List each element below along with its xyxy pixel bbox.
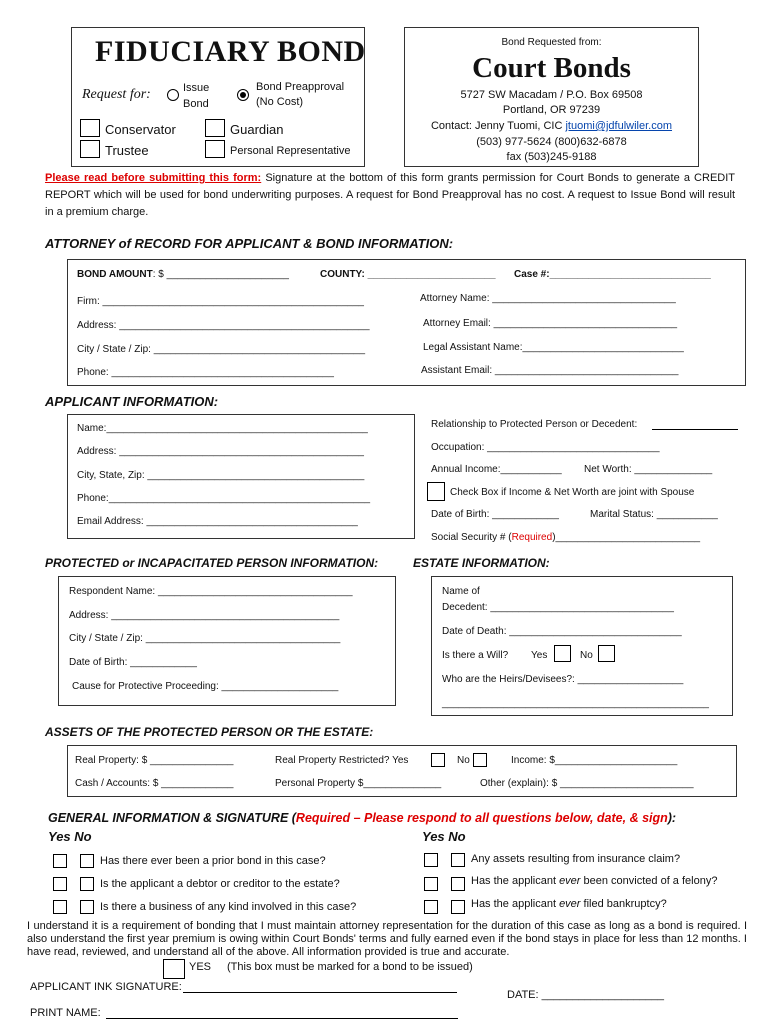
guardian-label: Guardian <box>230 122 284 137</box>
q6-label: Has the applicant ever filed bankruptcy? <box>471 898 667 910</box>
attorney-heading: ATTORNEY of RECORD FOR APPLICANT & BOND INFORMATION: <box>45 236 454 251</box>
yes-no-header-right: Yes No <box>422 829 466 844</box>
joint-spouse-label: Check Box if Income & Net Worth are joint with Spouse <box>450 487 695 498</box>
ssn-field[interactable] <box>431 532 700 543</box>
applicant-heading: APPLICANT INFORMATION: <box>45 394 219 409</box>
bond-amount-blank: : $ ______________________ <box>152 269 289 280</box>
income-field[interactable]: Income: $______________________ <box>511 755 678 766</box>
checkbox-joint-spouse[interactable] <box>427 482 445 501</box>
contact-name: Contact: Jenny Tuomi, CIC <box>430 120 566 132</box>
notice-lead: Please read before submitting this form: <box>45 172 262 184</box>
company-fax: fax (503)245-9188 <box>506 151 597 163</box>
relationship-field[interactable] <box>431 419 637 430</box>
q2-no-checkbox[interactable] <box>80 877 94 891</box>
company-contact <box>404 120 699 132</box>
signature-label: APPLICANT INK SIGNATURE: <box>30 981 182 993</box>
checkbox-conservator[interactable] <box>80 119 100 137</box>
radio-issue-bond[interactable] <box>167 89 179 101</box>
ssn-label-suffix: )__________________________ <box>552 532 701 543</box>
q6-yes-checkbox[interactable] <box>424 900 438 914</box>
personal-property-field[interactable]: Personal Property $______________ <box>275 778 442 789</box>
applicant-phone-field[interactable]: Phone:_______________________________________________ <box>77 493 371 504</box>
applicant-name-field[interactable]: Name:_______________________________________________ <box>77 423 368 434</box>
general-heading-required: Required – Please respond to all questions below, date, & sign <box>295 811 668 825</box>
estate-heading: ESTATE INFORMATION: <box>413 556 550 570</box>
attorney-address-field[interactable]: Address: _____________________________________________ <box>77 320 370 331</box>
checkbox-will-no[interactable] <box>598 645 615 662</box>
company-name: Court Bonds <box>472 52 631 84</box>
will-yes-label: Yes <box>531 650 548 661</box>
protected-address-field[interactable]: Address: _________________________________________ <box>69 610 340 621</box>
legal-assistant-field[interactable]: Legal Assistant Name:_____________________________ <box>423 342 684 353</box>
protected-heading: PROTECTED or INCAPACITATED PERSON INFORMATION: <box>45 556 379 570</box>
decedent-label-1: Name of <box>442 586 480 597</box>
notice-paragraph <box>45 170 735 221</box>
company-address: 5727 SW Macadam / P.O. Box 69508 <box>460 89 643 101</box>
q1-no-checkbox[interactable] <box>80 854 94 868</box>
trustee-label: Trustee <box>105 143 149 158</box>
company-city: Portland, OR 97239 <box>502 104 601 116</box>
conservator-label: Conservator <box>105 122 176 137</box>
q4-label: Any assets resulting from insurance claim? <box>471 853 681 865</box>
checkbox-trustee[interactable] <box>80 140 100 158</box>
firm-field[interactable]: Firm: _______________________________________________ <box>77 296 364 307</box>
marital-status-field[interactable]: Marital Status: ___________ <box>590 509 718 520</box>
personal-representative-label: Personal Representative <box>230 145 351 157</box>
q1-yes-checkbox[interactable] <box>53 854 67 868</box>
requested-from-label: Bond Requested from: <box>501 37 602 48</box>
radio-issue-label-2: Bond <box>183 98 209 110</box>
acknowledgement-note: (This box must be marked for a bond to be issued) <box>227 961 473 973</box>
ssn-required: Required <box>511 532 553 543</box>
q3-label: Is there a business of any kind involved in this case? <box>100 901 357 913</box>
yes-no-header-left: Yes No <box>48 829 92 844</box>
heirs-field[interactable]: Who are the Heirs/Devisees?: ___________________ <box>442 674 684 685</box>
bond-amount-field[interactable] <box>77 269 289 280</box>
other-assets-field[interactable]: Other (explain): $ ________________________ <box>480 778 694 789</box>
applicant-dob-field[interactable]: Date of Birth: ____________ <box>431 509 559 520</box>
estate-box <box>431 576 733 716</box>
print-name-line[interactable] <box>106 1018 458 1019</box>
relationship-label: Relationship to Protected Person or Decedent: <box>431 419 638 430</box>
general-heading <box>48 811 676 825</box>
q3-no-checkbox[interactable] <box>80 900 94 914</box>
q6-no-checkbox[interactable] <box>451 900 465 914</box>
q2-yes-checkbox[interactable] <box>53 877 67 891</box>
radio-preapproval-label-2: (No Cost) <box>256 96 304 108</box>
assets-box <box>67 745 737 797</box>
annual-income-field[interactable]: Annual Income:___________ <box>431 464 562 475</box>
radio-bond-preapproval[interactable] <box>237 89 249 101</box>
acknowledgement-yes-label: YES <box>189 961 212 973</box>
general-heading-prefix: GENERAL INFORMATION & SIGNATURE ( <box>48 811 296 825</box>
case-number-field[interactable]: Case #:_____________________________ <box>514 269 711 280</box>
q5-label: Has the applicant ever been convicted of a felony? <box>471 875 718 887</box>
respondent-name-field[interactable]: Respondent Name: ___________________________________ <box>69 586 353 597</box>
date-of-death-field[interactable]: Date of Death: _______________________________ <box>442 626 682 637</box>
real-property-field[interactable]: Real Property: $ _______________ <box>75 755 234 766</box>
ssn-label-prefix: Social Security # ( <box>431 532 512 543</box>
request-for-label: Request for: <box>82 87 151 102</box>
checkbox-restricted-no[interactable] <box>473 753 487 767</box>
county-field[interactable]: COUNTY: _______________________ <box>320 269 496 280</box>
occupation-field[interactable]: Occupation: _______________________________ <box>431 442 660 453</box>
print-name-label: PRINT NAME: <box>30 1007 101 1019</box>
signature-line[interactable] <box>183 992 457 993</box>
date-field[interactable]: DATE: ____________________ <box>507 989 664 1001</box>
company-phones: (503) 977-5624 (800)632-6878 <box>476 136 627 148</box>
radio-issue-label-1: Issue <box>183 82 210 94</box>
q4-no-checkbox[interactable] <box>451 853 465 867</box>
checkbox-restricted-yes[interactable] <box>431 753 445 767</box>
radio-preapproval-label-1: Bond Preapproval <box>256 81 345 93</box>
notice-body: Signature at the bottom of this form grants permission for Court Bonds to generate a CREDIT REPORT which will be used for bond underwriting purposes. A request for Bond Preapproval has no cost. A request to Issue Bond will result in a premium charge. <box>45 172 736 218</box>
decedent-name-field[interactable]: Decedent: _________________________________ <box>442 602 674 613</box>
heirs-line[interactable]: ________________________________________________ <box>442 698 709 709</box>
real-property-restricted-label: Real Property Restricted? Yes <box>275 755 409 766</box>
assets-heading: ASSETS OF THE PROTECTED PERSON OR THE ESTATE: <box>45 725 374 739</box>
will-label: Is there a Will? <box>442 650 509 661</box>
acknowledgement-paragraph: I understand it is a requirement of bonding that I must maintain attorney representation for the duration of this case as long as a bond is required. I also understand the first year premium is owing within Court Bonds' terms and fully earned even if the bond stays in place for less than 12 months. I have read, reviewed, and understand all of the above. All information provided is true and accurate. <box>27 920 747 958</box>
checkbox-guardian[interactable] <box>205 119 225 137</box>
q2-label: Is the applicant a debtor or creditor to the estate? <box>100 878 340 890</box>
acknowledgement-yes-checkbox[interactable] <box>163 959 185 979</box>
assistant-email-field[interactable]: Assistant Email: _________________________________ <box>421 365 679 376</box>
general-heading-suffix: ): <box>667 811 677 825</box>
q3-yes-checkbox[interactable] <box>53 900 67 914</box>
q1-label: Has there ever been a prior bond in this case? <box>100 855 326 867</box>
net-worth-field[interactable]: Net Worth: ______________ <box>584 464 713 475</box>
attorney-phone-field[interactable]: Phone: ________________________________________ <box>77 367 334 378</box>
q4-yes-checkbox[interactable] <box>424 853 438 867</box>
cause-field[interactable]: Cause for Protective Proceeding: _____________________ <box>72 681 339 692</box>
bond-amount-label: BOND AMOUNT <box>77 269 153 280</box>
form-title: FIDUCIARY BOND <box>95 35 366 68</box>
q5-yes-checkbox[interactable] <box>424 877 438 891</box>
protected-dob-field[interactable]: Date of Birth: ____________ <box>69 657 197 668</box>
checkbox-personal-representative[interactable] <box>205 140 225 158</box>
will-no-label: No <box>580 650 593 661</box>
protected-city-field[interactable]: City / State / Zip: ___________________________________ <box>69 633 341 644</box>
attorney-city-field[interactable]: City / State / Zip: ______________________________________ <box>77 344 366 355</box>
restricted-no-label: No <box>457 755 470 766</box>
checkbox-will-yes[interactable] <box>554 645 571 662</box>
applicant-city-field[interactable]: City, State, Zip: _______________________________________ <box>77 470 365 481</box>
attorney-name-field[interactable]: Attorney Name: _________________________________ <box>420 293 676 304</box>
q5-no-checkbox[interactable] <box>451 877 465 891</box>
applicant-email-field[interactable]: Email Address: ______________________________________ <box>77 516 358 527</box>
attorney-email-field[interactable]: Attorney Email: _________________________________ <box>423 318 678 329</box>
relationship-line <box>652 429 738 430</box>
contact-email-link[interactable]: jtuomi@jdfulwiler.com <box>565 120 673 132</box>
applicant-address-field[interactable]: Address: ____________________________________________ <box>77 446 364 457</box>
cash-accounts-field[interactable]: Cash / Accounts: $ _____________ <box>75 778 234 789</box>
